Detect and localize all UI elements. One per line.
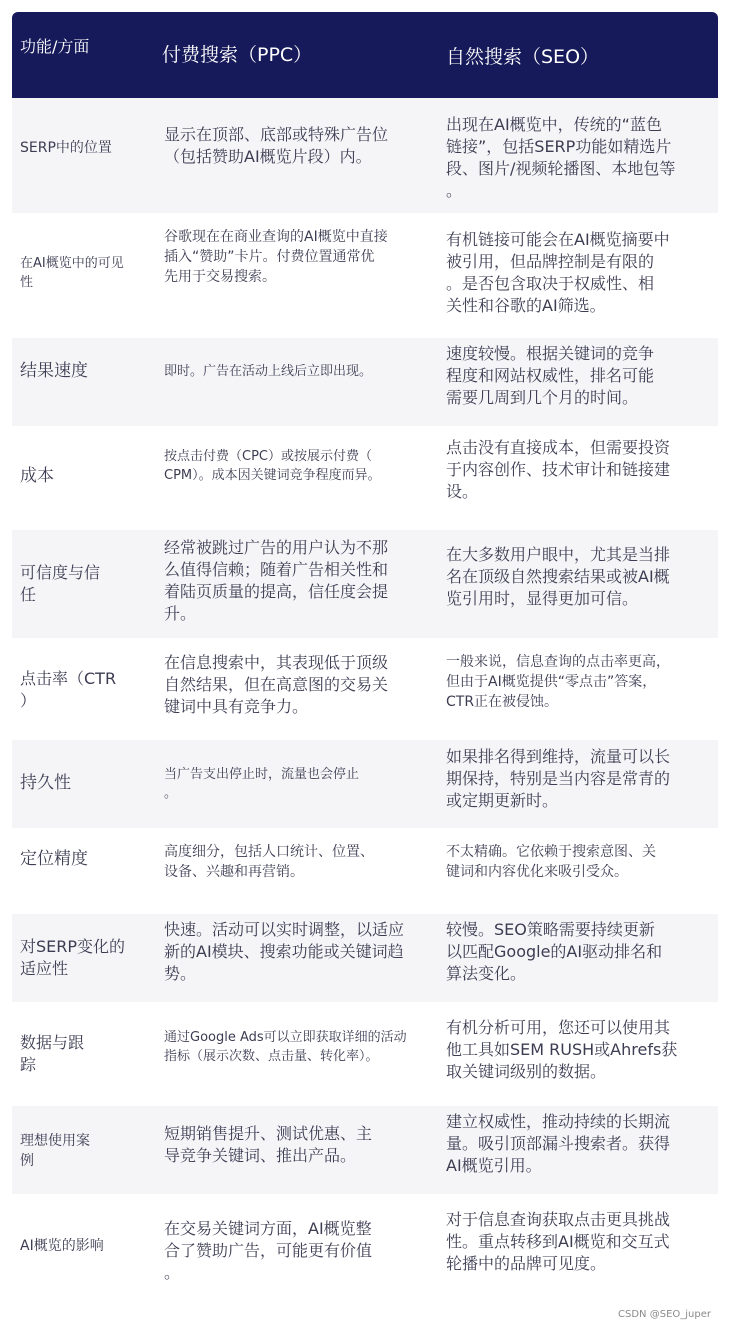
row-ppc: 显示在顶部、底部或特殊广告位 （包括赞助AI概览片段）内。	[164, 125, 389, 166]
table-row	[12, 828, 718, 914]
row-feature: 对SERP变化的 适应性	[20, 937, 126, 978]
table-row	[12, 740, 718, 828]
row-ppc: 在信息搜索中，其表现低于顶级 自然结果，但在高意图的交易关 键词中具有竞争力。	[164, 653, 389, 716]
row-feature: 定位精度	[20, 849, 88, 869]
row-ppc: 短期销售提升、测试优惠、主 导竞争关键词、推出产品。	[164, 1124, 373, 1165]
row-ppc: 经常被跳过广告的用户认为不那 么值得信赖；随着广告相关性和 着陆页质量的提高，信任度会提 升。	[164, 538, 389, 623]
row-seo: 一般来说，信息查询的点击率更高， 但由于AI概览提供“零点击”答案， CTR正在被侵蚀。	[446, 654, 670, 710]
row-feature: 结果速度	[20, 361, 88, 381]
row-seo: 较慢。SEO策略需要持续更新 以匹配Google的AI驱动排名和 算法变化。	[446, 920, 663, 983]
row-seo: 速度较慢。根据关键词的竞争 程度和网站权威性，排名可能 需要几周到几个月的时间。	[446, 344, 655, 407]
table-row	[12, 98, 718, 213]
row-ppc: 当广告支出停止时，流量也会停止 。	[164, 767, 360, 801]
table-row	[12, 1106, 718, 1194]
row-feature: 理想使用案 例	[20, 1133, 90, 1169]
row-feature: 数据与跟 踪	[20, 1033, 85, 1074]
row-feature: 可信度与信 任	[20, 563, 101, 604]
table-row	[12, 530, 718, 638]
row-feature: 成本	[20, 466, 54, 486]
table-row	[12, 426, 718, 530]
table-row	[12, 638, 718, 740]
row-ppc: 即时。广告在活动上线后立即出现。	[164, 364, 373, 379]
table-row	[12, 1002, 718, 1106]
row-seo: 点击没有直接成本，但需要投资 于内容创作、技术审计和链接建 设。	[446, 438, 671, 501]
table-row	[12, 914, 718, 1002]
row-feature: 在AI概览中的可见 性	[20, 256, 124, 290]
row-feature: SERP中的位置	[20, 140, 112, 156]
row-ppc: 按点击付费（CPC）或按展示付费（ CPM）。成本因关键词竞争程度而异。	[164, 449, 381, 483]
row-feature: 持久性	[20, 773, 71, 793]
row-seo: 出现在AI概览中，传统的“蓝色 链接”，包括SERP功能如精选片 段、图片/视频轮播图、本地包等 。	[446, 115, 676, 200]
row-feature: AI概览的影响	[20, 1238, 104, 1254]
row-seo: 有机分析可用，您还可以使用其 他工具如SEM RUSH或Ahrefs获 取关键词级别的数据。	[446, 1018, 678, 1081]
row-seo: 不太精确。它依赖于搜索意图、关 键词和内容优化来吸引受众。	[446, 844, 656, 880]
comparison-table	[12, 12, 718, 1309]
row-ppc: 通过Google Ads可以立即获取详细的活动 指标（展示次数、点击量、转化率）。	[164, 1030, 407, 1064]
header-ppc: 付费搜索（PPC）	[162, 44, 313, 66]
table-row	[12, 1194, 718, 1309]
row-ppc: 在交易关键词方面，AI概览整 合了赞助广告，可能更有价值 。	[164, 1219, 373, 1282]
header-feature: 功能/方面	[20, 37, 90, 56]
row-seo: 如果排名得到维持，流量可以长 期保持，特别是当内容是常青的 或定期更新时。	[446, 747, 671, 810]
table-header	[12, 12, 718, 98]
row-ppc: 谷歌现在在商业查询的AI概览中直接 插入“赞助”卡片。付费位置通常优 先用于交易搜索。	[164, 229, 388, 285]
table-row	[12, 213, 718, 338]
row-ppc: 高度细分，包括人口统计、位置、 设备、兴趣和再营销。	[164, 844, 374, 880]
row-feature: 点击率（CTR ）	[20, 669, 117, 710]
row-seo: 建立权威性，推动持续的长期流 量。吸引顶部漏斗搜索者。获得 AI概览引用。	[446, 1112, 671, 1175]
table-row	[12, 338, 718, 426]
row-seo: 有机链接可能会在AI概览摘要中 被引用，但品牌控制是有限的 。是否包含取决于权威性、相 关性和谷歌的AI筛选。	[446, 230, 670, 315]
header-seo: 自然搜索（SEO）	[446, 46, 600, 68]
row-ppc: 快速。活动可以实时调整，以适应 新的AI模块、搜索功能或关键词趋 势。	[164, 920, 405, 983]
watermark: CSDN @SEO_juper	[618, 1309, 711, 1320]
row-seo: 对于信息查询获取点击更具挑战 性。重点转移到AI概览和交互式 轮播中的品牌可见度。	[446, 1210, 671, 1273]
row-seo: 在大多数用户眼中，尤其是当排 名在顶级自然搜索结果或被AI概 览引用时，显得更加可信。	[446, 545, 671, 608]
